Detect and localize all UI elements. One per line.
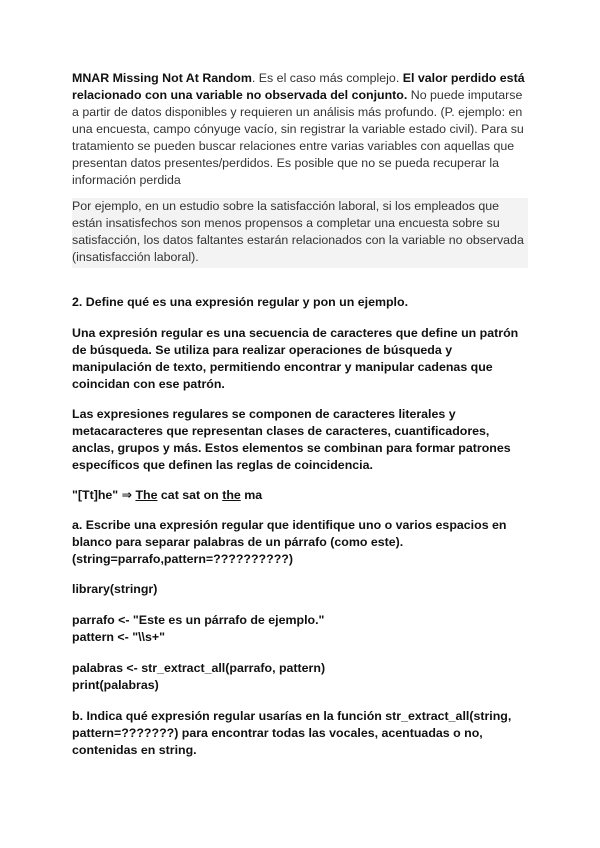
regex-example-line <box>72 487 528 504</box>
code-line-parrafo: parrafo <- "Este es un párrafo de ejemplo." <box>72 613 325 627</box>
mnar-term: MNAR Missing Not At Random <box>72 71 252 85</box>
mnar-example-text: Por ejemplo, en un estudio sobre la satisfacción laboral, si los empleados que están insatisfechos son menos propensos a completar una encuesta sobre su satisfacción, los datos faltantes estarán relacionados con la variable no observada (insatisfacción laboral). <box>72 199 524 264</box>
question-b-title: b. Indica qué expresión regular usarías en la función str_extract_all(string, pattern=???????) para encontrar todas las vocales, acentuadas o no, contenidas en string. <box>72 709 512 757</box>
code-line-print: print(palabras) <box>72 678 159 692</box>
question-a-title: a. Escribe una expresión regular que identifique uno o varios espacios en blanco para separar palabras de un párrafo (como este).(string=parrafo,pattern=??????????) <box>72 518 507 566</box>
regex-example-end: ma <box>240 488 263 502</box>
regex-match-1: The <box>135 488 158 502</box>
code-line-library: library(stringr) <box>72 582 158 596</box>
mnar-description: No puede imputarse a partir de datos disponibles y requieren un análisis más profundo. (P. ejemplo: en una encuesta, campo cónyuge vacío, sin registrar la variable estado civil). Para su tratamiento se pueden buscar relaciones entre varias variables con aquellas que presentan datos presentes/perdidos. Es posible que no se pueda recuperar la información perdida <box>72 88 524 187</box>
mnar-paragraph <box>72 70 528 189</box>
mnar-intro: . Es el caso más complejo. <box>251 71 403 85</box>
mnar-example-paragraph <box>72 198 528 268</box>
regex-definition-paragraph: Una expresión regular es una secuencia de caracteres que define un patrón de búsqueda. Se utiliza para realizar operaciones de búsqueda y manipulación de texto, permitiendo encontrar y manipular cadenas que coincidan con ese patrón. <box>72 326 519 391</box>
question-2-title: 2. Define qué es una expresión regular y pon un ejemplo. <box>72 295 409 309</box>
code-line-pattern: pattern <- "\\s+" <box>72 630 166 644</box>
regex-example-mid: cat sat on <box>157 488 223 502</box>
code-line-palabras: palabras <- str_extract_all(parrafo, pattern) <box>72 661 326 675</box>
mnar-bold-statement: El valor perdido está relacionado con una variable no observada del conjunto. <box>72 71 525 102</box>
regex-example-pattern: "[Tt]he" ⇒ <box>72 488 136 502</box>
regex-match-2: the <box>222 488 241 502</box>
regex-components-paragraph: Las expresiones regulares se componen de caracteres literales y metacaracteres que representan clases de caracteres, cuantificadores, anclas, grupos y más. Estos elementos se combinan para formar patrones específicos que definen las reglas de coincidencia. <box>72 407 511 472</box>
